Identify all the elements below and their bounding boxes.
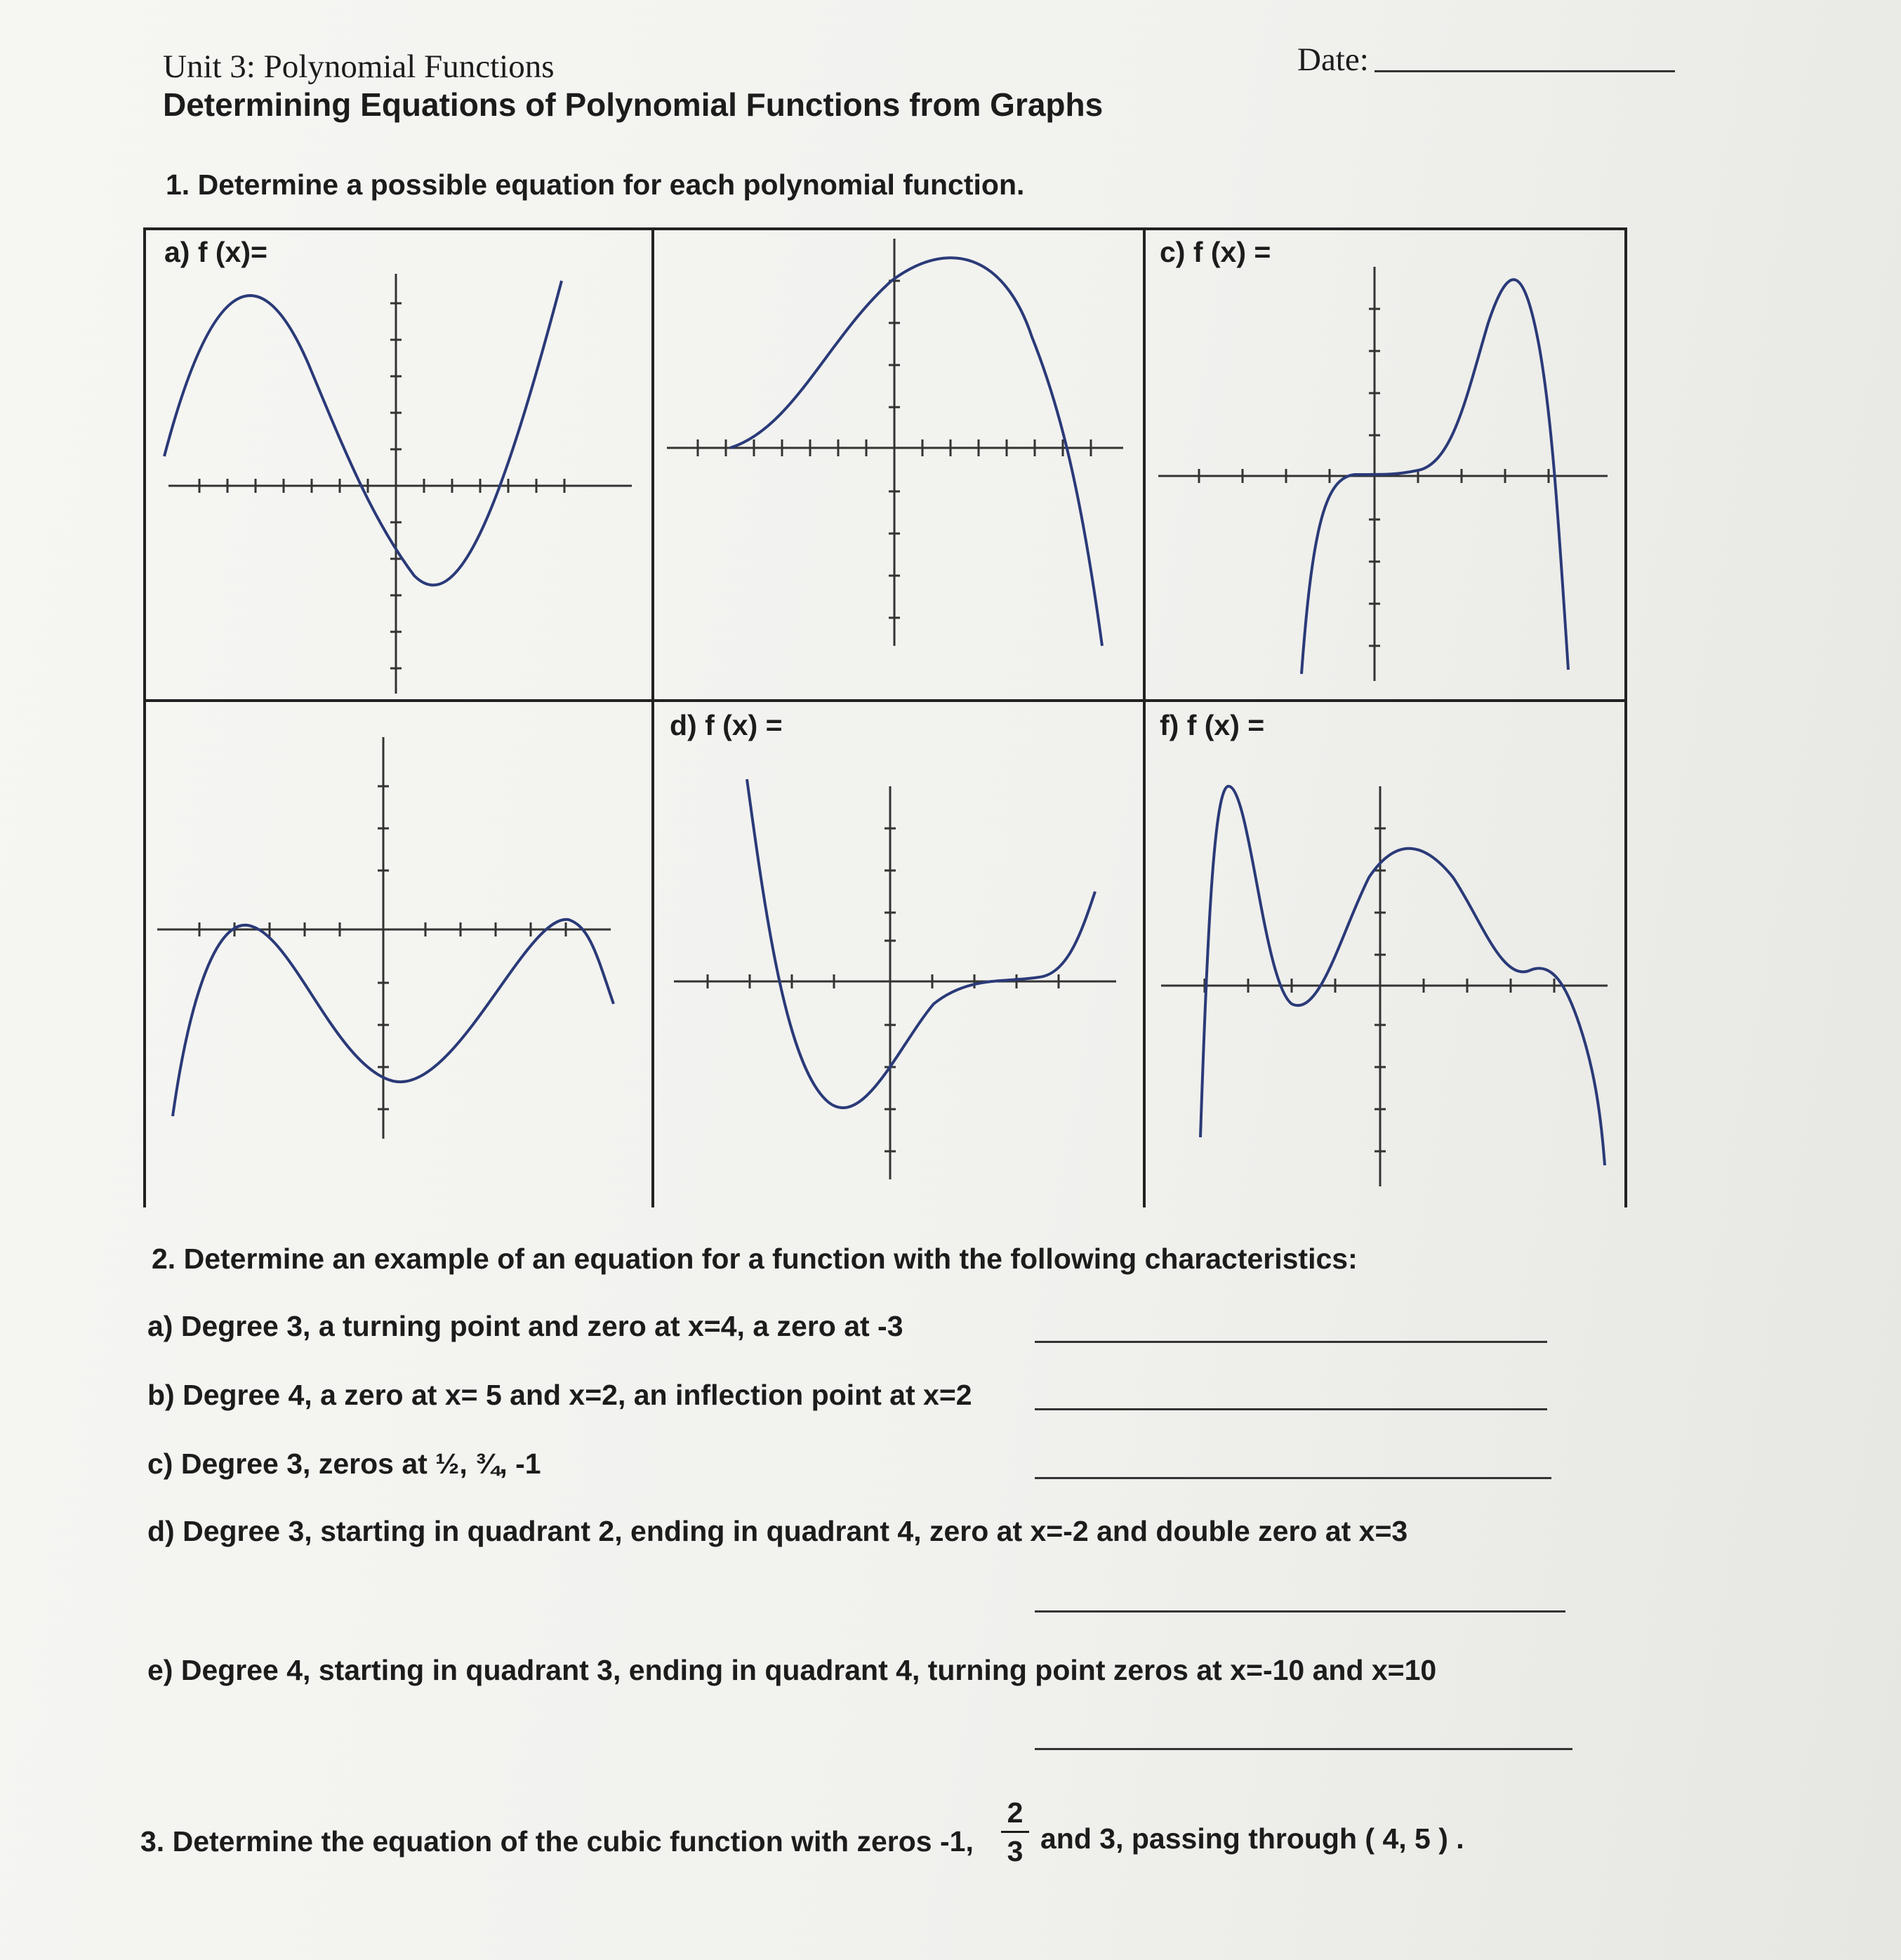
graph-c	[1158, 267, 1608, 681]
worksheet-title: Determining Equations of Polynomial Functions from Graphs	[163, 86, 1104, 123]
graph-d-curve	[747, 779, 1095, 1108]
question-2c: c) Degree 3, zeros at ½, ¾, -1	[147, 1448, 541, 1480]
question-2d: d) Degree 3, starting in quadrant 2, ending in quadrant 4, zero at x=-2 and double zero at x=3	[147, 1515, 1408, 1547]
graph-a	[164, 274, 632, 694]
graph-a-curve	[164, 281, 562, 585]
date-label: Date:	[1297, 41, 1369, 78]
unit-heading: Unit 3: Polynomial Functions	[163, 48, 555, 85]
question-3-fraction	[1001, 1794, 1029, 1869]
answer-line-2b[interactable]	[1035, 1408, 1547, 1410]
graph-f-curve	[1200, 786, 1605, 1165]
graph-grid-svg	[133, 225, 1636, 1207]
question-2-prompt: 2. Determine an example of an equation for a function with the following characteristics:	[152, 1243, 1358, 1275]
graph-f-label: f) f (x) =	[1160, 709, 1265, 741]
question-1-prompt: 1. Determine a possible equation for each polynomial function.	[166, 168, 1025, 201]
answer-line-2e[interactable]	[1035, 1748, 1572, 1750]
graph-d-label: d) f (x) =	[670, 709, 783, 741]
graph-b-curve	[730, 258, 1102, 646]
question-2a: a) Degree 3, a turning point and zero at x=4, a zero at -3	[147, 1310, 903, 1342]
answer-line-2c[interactable]	[1035, 1477, 1551, 1479]
fraction-denominator: 3	[1007, 1835, 1024, 1867]
graph-d	[674, 779, 1116, 1179]
question-3-prompt-end: and 3, passing through ( 4, 5 ) .	[1040, 1822, 1464, 1855]
answer-line-2a[interactable]	[1035, 1341, 1547, 1343]
question-2b: b) Degree 4, a zero at x= 5 and x=2, an inflection point at x=2	[147, 1379, 972, 1411]
graph-e	[157, 737, 614, 1139]
graph-grid	[133, 225, 1636, 1207]
answer-line-2d[interactable]	[1035, 1610, 1565, 1613]
fraction-numerator: 2	[1001, 1794, 1029, 1833]
graph-b	[667, 239, 1123, 646]
graph-c-label: c) f (x) =	[1160, 236, 1271, 268]
question-2e: e) Degree 4, starting in quadrant 3, ending in quadrant 4, turning point zeros at x=-10 and x=10	[147, 1654, 1437, 1686]
grid-lines	[145, 229, 1626, 1207]
graph-a-label: a) f (x)=	[164, 236, 267, 268]
date-answer-line	[1375, 70, 1675, 72]
graph-e-curve	[173, 920, 614, 1116]
question-3-prompt-start: 3. Determine the equation of the cubic function with zeros -1,	[140, 1825, 974, 1858]
graph-f	[1161, 786, 1608, 1186]
